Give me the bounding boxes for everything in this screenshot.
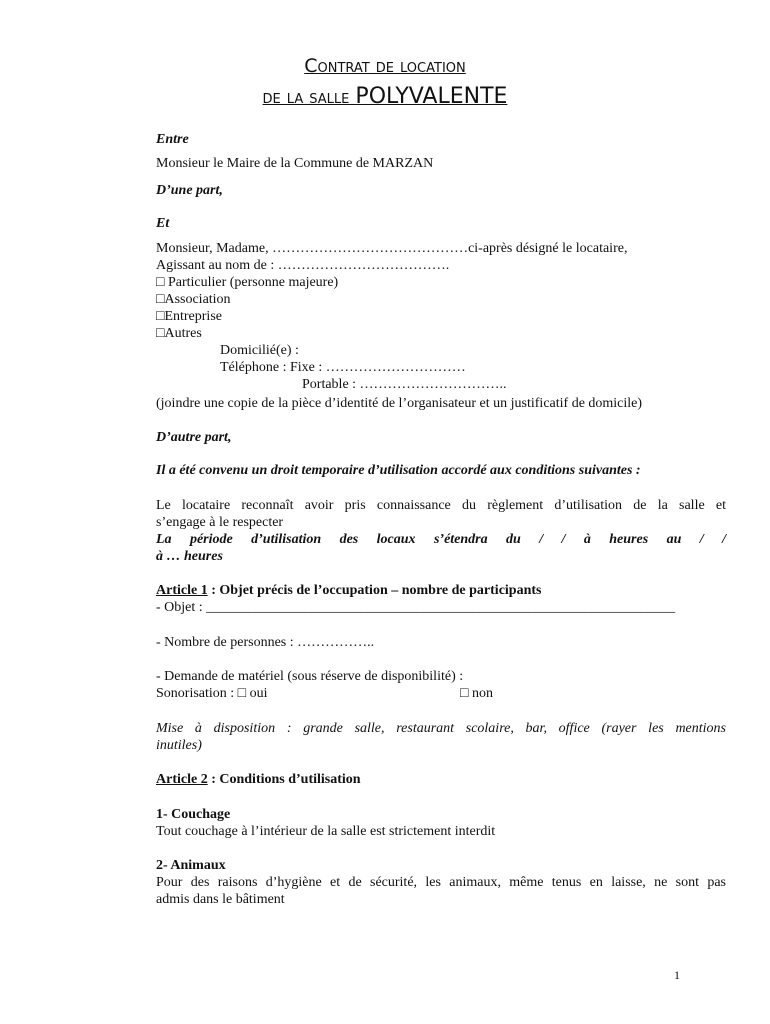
article-1-heading bbox=[156, 582, 726, 599]
article-1-label: Article 1 bbox=[156, 583, 208, 598]
au-nom-line: Agissant au nom de : ………………………………. bbox=[156, 258, 450, 273]
page-number: 1 bbox=[674, 968, 680, 982]
joindre-line: (joindre une copie de la pièce d’identité de l’organisateur et un justificatif de domicile) bbox=[156, 396, 643, 411]
entre-label: Entre bbox=[156, 132, 189, 147]
article-2-label: Article 2 bbox=[156, 772, 208, 787]
autre-part-label: D’autre part, bbox=[156, 430, 232, 445]
convenu-line: Il a été convenu un droit temporaire d’utilisation accordé aux conditions suivantes : bbox=[156, 463, 641, 478]
article-2-title: : Conditions d’utilisation bbox=[207, 772, 361, 787]
nombre-line: - Nombre de personnes : …………….. bbox=[156, 635, 375, 650]
option-association[interactable]: □Association bbox=[156, 292, 231, 307]
mise-disposition-line-1: Mise à disposition : grande salle, restaurant scolaire, bar, office (rayer les mentions bbox=[156, 721, 726, 736]
portable-line: Portable : ………………………….. bbox=[302, 377, 507, 392]
locataire-line: Monsieur, Madame, ……………………………………ci-après désigné le locataire, bbox=[156, 241, 628, 256]
reconnait-line-1: Le locataire reconnaît avoir pris connaissance du règlement d’utilisation de la salle et bbox=[156, 498, 726, 513]
title-line-2b: POLYVALENTE bbox=[355, 84, 508, 109]
title-line-2 bbox=[0, 84, 770, 109]
domicile-line: Domicilié(e) : bbox=[220, 343, 299, 358]
option-particulier[interactable]: □ Particulier (personne majeure) bbox=[156, 275, 339, 290]
maire-line: Monsieur le Maire de la Commune de MARZAN bbox=[156, 156, 434, 171]
sono-non[interactable]: □ non bbox=[460, 686, 493, 701]
title-line-2a: de la salle bbox=[262, 86, 356, 108]
telephone-line: Téléphone : Fixe : ………………………… bbox=[220, 360, 466, 375]
materiel-line: - Demande de matériel (sous réserve de disponibilité) : bbox=[156, 669, 464, 684]
couchage-title: 1- Couchage bbox=[156, 807, 231, 822]
option-autres[interactable]: □Autres bbox=[156, 326, 202, 341]
animaux-line-1: Pour des raisons d’hygiène et de sécurité, les animaux, même tenus en laisse, ne sont pas bbox=[156, 875, 726, 890]
sono-oui[interactable]: Sonorisation : □ oui bbox=[156, 686, 268, 701]
une-part-label: D’une part, bbox=[156, 183, 223, 198]
option-entreprise[interactable]: □Entreprise bbox=[156, 309, 222, 324]
et-label: Et bbox=[156, 216, 170, 231]
reconnait-line-2: s’engage à le respecter bbox=[156, 515, 284, 530]
mise-disposition-line-2: inutiles) bbox=[156, 738, 202, 753]
objet-line: - Objet : ___________________________________________________________________ bbox=[156, 600, 676, 615]
article-1-title: : Objet précis de l’occupation – nombre de participants bbox=[207, 583, 542, 598]
title-line-1: Contrat de location bbox=[304, 55, 466, 77]
animaux-title: 2- Animaux bbox=[156, 858, 226, 873]
periode-line-1: La période d’utilisation des locaux s’étendra du / / à heures au / / bbox=[156, 532, 726, 547]
periode-line-2: à … heures bbox=[156, 549, 223, 564]
article-2-heading bbox=[156, 771, 726, 788]
couchage-text: Tout couchage à l’intérieur de la salle est strictement interdit bbox=[156, 824, 496, 839]
animaux-line-2: admis dans le bâtiment bbox=[156, 892, 285, 907]
